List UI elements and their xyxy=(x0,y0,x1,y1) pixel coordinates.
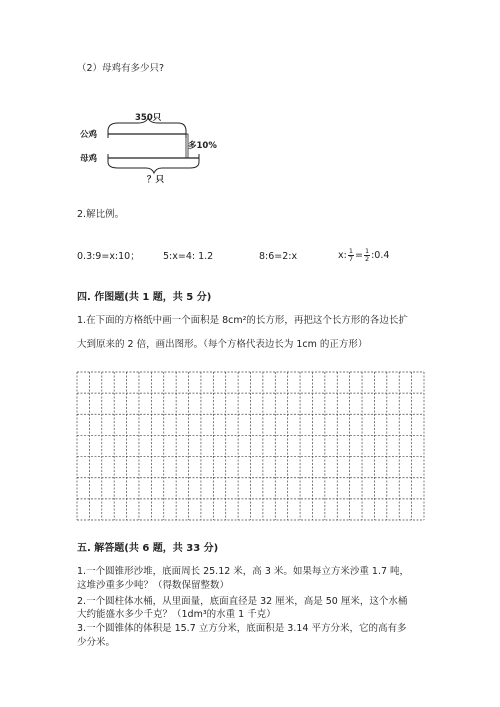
equation-3: 8:6=2:x xyxy=(259,251,298,262)
section4-heading: 四. 作图题(共 1 题，共 5 分) xyxy=(77,292,212,303)
equation-1: 0.3:9=x:10； xyxy=(77,251,140,262)
problem-1-line2: 这堆沙重多少吨？（得数保留整数） xyxy=(77,580,230,591)
problem-1-line1: 1.一个圆锥形沙堆，底面周长 25.12 米，高 3 米。如果每立方米沙重 1.7 吨， xyxy=(77,566,410,577)
section4-line1: 1.在下面的方格纸中画一个面积是 8cm²的长方形，再把这个长方形的各边长扩 xyxy=(77,315,408,326)
fraction-1: $\frac{1}{7}$ xyxy=(348,247,353,263)
section4-line2: 大到原来的 2 倍，画出图形。（每个方格代表边长为 1cm 的正方形） xyxy=(77,339,368,350)
problem-3-line2: 少分米。 xyxy=(77,637,116,648)
problem-2-line2: 大约能盛水多少千克？（1dm³的水重 1 千克） xyxy=(77,609,276,620)
section2-title: 2.解比例。 xyxy=(77,209,125,220)
section5-heading: 五. 解答题(共 6 题，共 33 分) xyxy=(77,543,219,554)
diagram-more-label: 多10% xyxy=(188,141,217,151)
equation-2: 5:x=4: 1.2 xyxy=(163,251,214,262)
diagram-row1-label: 公鸡 xyxy=(80,130,98,140)
problem-3-line1: 3.一个圆锥体的体积是 15.7 立方分米，底面积是 3.14 平方分米，它的高有多 xyxy=(77,623,407,634)
diagram-bottom-label: ？只 xyxy=(147,175,165,185)
problem-2-line1: 2.一个圆柱体水桶，从里面量，底面直径是 32 厘米，高是 50 厘米，这个水桶 xyxy=(77,596,408,607)
question-2-text: （2）母鸡有多少只? xyxy=(77,63,165,74)
fraction-2: $\frac{1}{2}$ xyxy=(364,247,370,263)
equation-4: x: $\frac{1}{7}$ = $\frac{1}{2}$ :0.4 xyxy=(338,247,390,263)
diagram-top-label: 350只 xyxy=(135,113,162,123)
diagram-row2-label: 母鸡 xyxy=(80,154,98,164)
